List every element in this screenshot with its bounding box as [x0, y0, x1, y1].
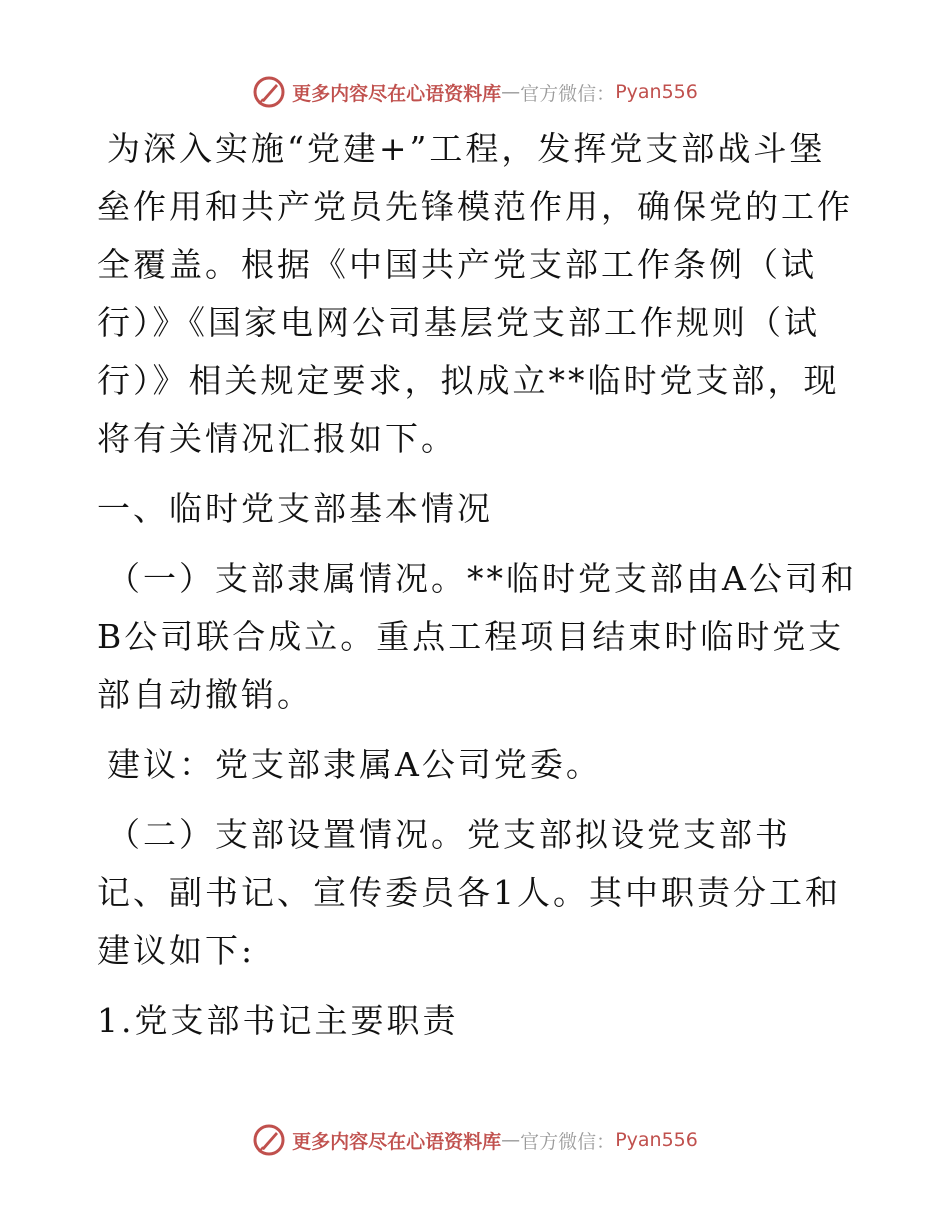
watermark-separator: — — [501, 81, 521, 103]
subsection-paragraph-2: （二）支部设置情况。党支部拟设党支部书记、副书记、宣传委员各1人。其中职责分工和建议如下: — [97, 815, 841, 970]
item-heading: 1.党支部书记主要职责 — [97, 1001, 459, 1040]
document-body — [97, 120, 857, 1062]
watermark-brand-text: 更多内容尽在心语资料库 — [292, 82, 502, 105]
suggestion-paragraph: 建议：党支部隶属A公司党委。 — [107, 745, 602, 784]
feather-pen-logo-icon — [252, 1123, 286, 1157]
subsection-paragraph-1: （一）支部隶属情况。**临时党支部由A公司和B公司联合成立。重点工程项目结束时临时党支部自动撤销。 — [97, 559, 857, 714]
watermark-separator: — — [501, 1129, 521, 1151]
watermark-account: Pyan556 — [615, 81, 698, 103]
watermark-brand-text: 更多内容尽在心语资料库 — [292, 1130, 502, 1153]
footer-watermark — [0, 1120, 950, 1160]
header-watermark — [0, 72, 950, 112]
intro-paragraph: 为深入实施“党建+”工程，发挥党支部战斗堡垒作用和共产党员先锋模范作用，确保党的工作全覆盖。根据《中国共产党支部工作条例（试行）》《国家电网公司基层党支部工作规则（试行）》相关规定要求，拟成立**临时党支部，现将有关情况汇报如下。 — [97, 129, 853, 458]
watermark-account: Pyan556 — [615, 1129, 698, 1151]
feather-pen-logo-icon — [252, 75, 286, 109]
section-heading: 一、临时党支部基本情况 — [97, 489, 493, 528]
watermark-label: 官方微信： — [520, 82, 616, 105]
watermark-label: 官方微信： — [520, 1130, 616, 1153]
